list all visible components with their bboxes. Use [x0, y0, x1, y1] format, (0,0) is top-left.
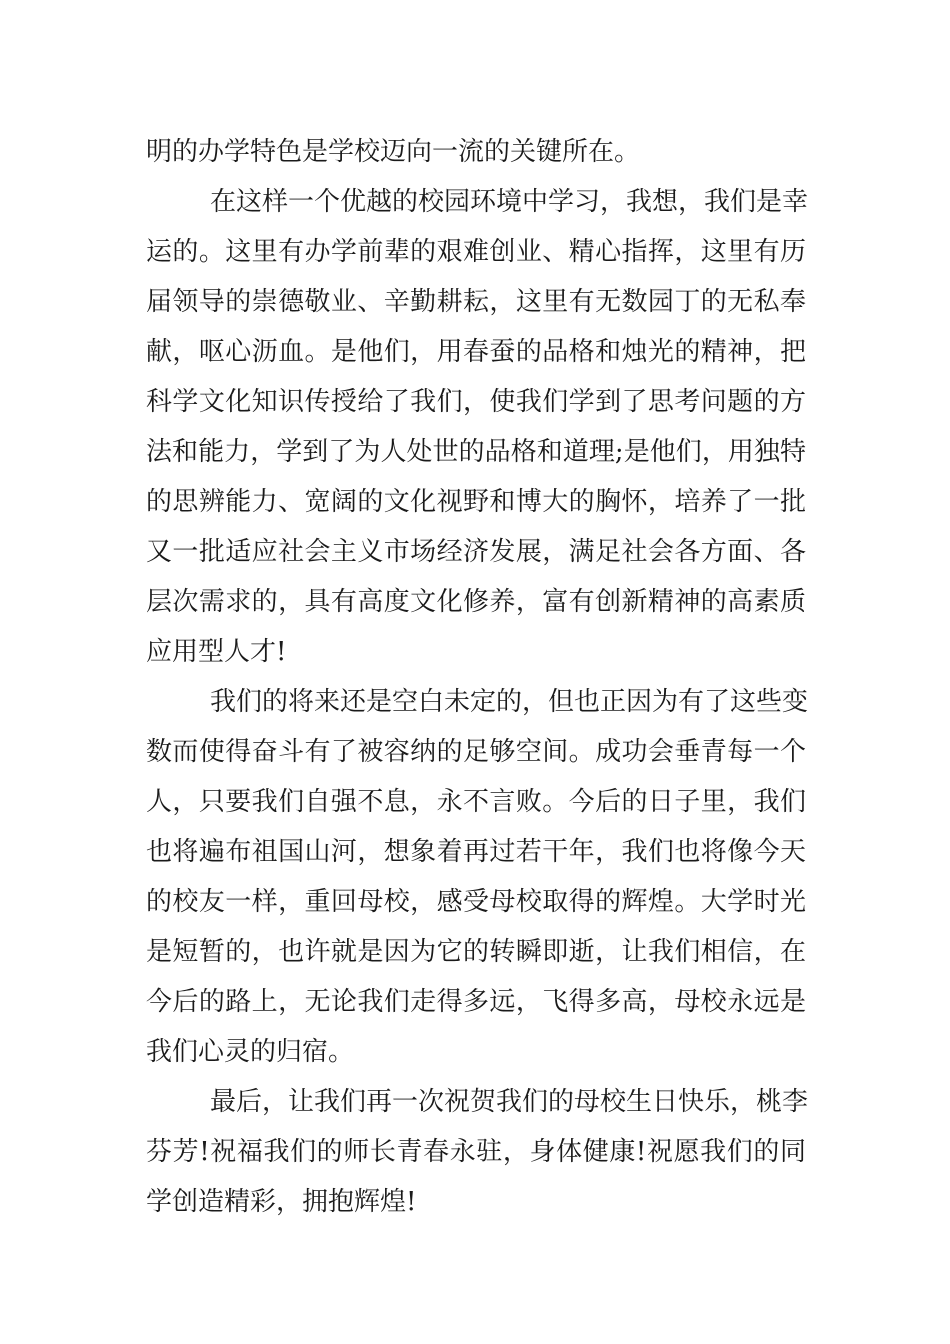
text-line: 也将遍布祖国山河，想象着再过若干年，我们也将像今天	[146, 837, 806, 867]
text-line: 又一批适应社会主义市场经济发展，满足社会各方面、各	[146, 537, 806, 567]
text-line: 科学文化知识传授给了我们，使我们学到了思考问题的方	[146, 387, 806, 417]
text-line: 最后，让我们再一次祝贺我们的母校生日快乐，桃李	[210, 1087, 809, 1117]
text-line: 是短暂的，也许就是因为它的转瞬即逝，让我们相信，在	[146, 937, 806, 967]
text-line: 明的办学特色是学校迈向一流的关键所在。	[146, 137, 641, 167]
text-line: 我们心灵的归宿。	[146, 1037, 355, 1067]
text-line: 数而使得奋斗有了被容纳的足够空间。成功会垂青每一个	[146, 737, 806, 767]
text-line: 芬芳!祝福我们的师长青春永驻，身体健康!祝愿我们的同	[146, 1137, 806, 1167]
text-line: 的校友一样，重回母校，感受母校取得的辉煌。大学时光	[146, 887, 806, 917]
text-line: 应用型人才!	[146, 637, 287, 667]
text-line: 我们的将来还是空白未定的，但也正因为有了这些变	[210, 687, 809, 717]
text-line: 今后的路上，无论我们走得多远，飞得多高，母校永远是	[146, 987, 806, 1017]
text-line: 学创造精彩，拥抱辉煌!	[146, 1187, 417, 1217]
text-line: 运的。这里有办学前辈的艰难创业、精心指挥，这里有历	[146, 237, 806, 267]
text-line: 层次需求的，具有高度文化修养，富有创新精神的高素质	[146, 587, 806, 617]
text-line: 在这样一个优越的校园环境中学习，我想，我们是幸	[210, 187, 809, 217]
text-line: 人，只要我们自强不息，永不言败。今后的日子里，我们	[146, 787, 806, 817]
text-line: 的思辨能力、宽阔的文化视野和博大的胸怀，培养了一批	[146, 487, 806, 517]
text-line: 届领导的崇德敬业、辛勤耕耘，这里有无数园丁的无私奉	[146, 287, 806, 317]
text-line: 献，呕心沥血。是他们，用春蚕的品格和烛光的精神，把	[146, 337, 806, 367]
text-line: 法和能力，学到了为人处世的品格和道理;是他们，用独特	[146, 437, 806, 467]
